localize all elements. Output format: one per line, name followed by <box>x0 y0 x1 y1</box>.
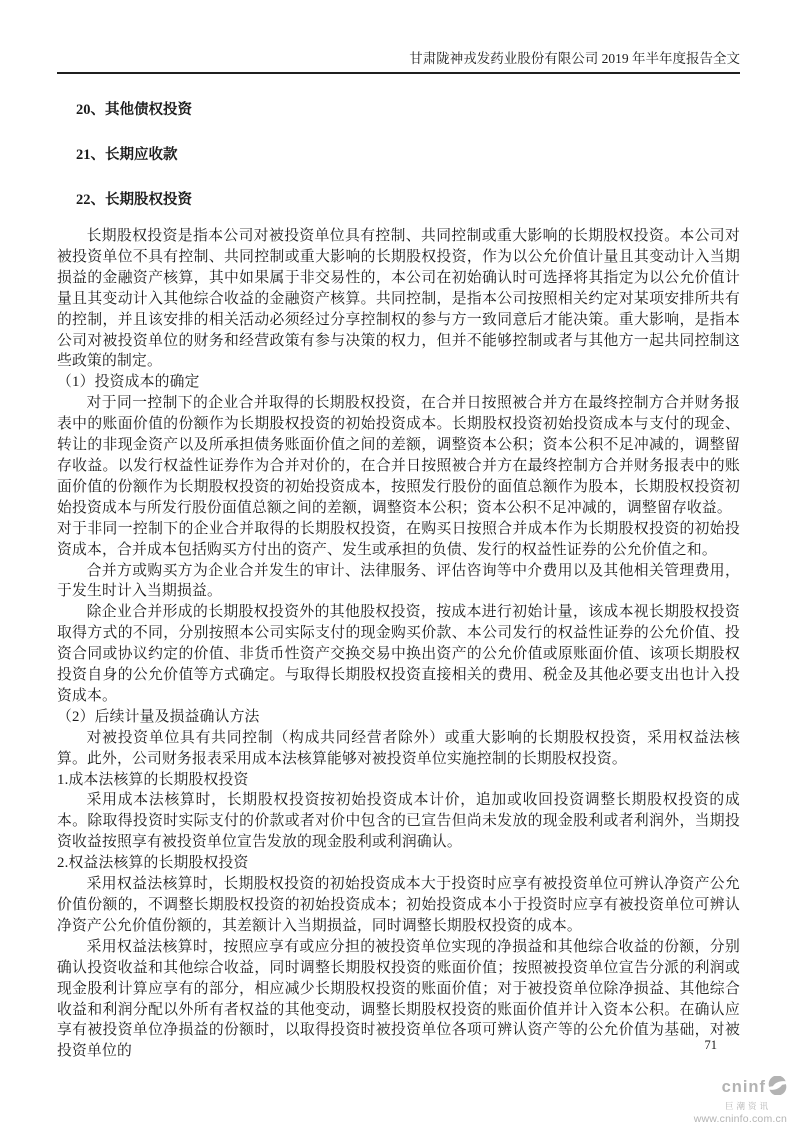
paragraph: 长期股权投资是指本公司对被投资单位具有控制、共同控制或重大影响的长期股权投资。本公司对被投资单位不具有控制、共同控制或重大影响的长期股权投资，作为以公允价值计量且其变动计入当期损益的金融资产核算，其中如果属于非交易性的，本公司在初始确认时可选择将其指定为以公允价值计量且其变动计入其他综合收益的金融资产核算。共同控制，是指本公司按照相关约定对某项安排所共有的控制，并且该安排的相关活动必须经过分享控制权的参与方一致同意后才能决策。重大影响，是指本公司对被投资单位的财务和经营政策有参与决策的权力，但并不能够控制或者与其他方一起共同控制这些政策的制定。 <box>57 228 740 370</box>
body-text <box>57 226 740 1062</box>
cninfo-url: www.cninfo.com.cn <box>693 1112 787 1125</box>
page-header <box>57 50 740 67</box>
cninfo-logo-top <box>694 1076 787 1099</box>
section-heading-22: 22、长期股权投资 <box>76 192 192 208</box>
cninfo-caption: 巨潮资讯 <box>724 1101 771 1111</box>
paragraph: 对于非同一控制下的企业合并取得的长期股权投资，在购买日按照合并成本作为长期股权投资的初始投资成本，合并成本包括购买方付出的资产、发生或承担的负债、发行的权益性证券的公允价值之和。 <box>57 520 740 558</box>
cninfo-brand-text: cninf <box>721 1078 766 1097</box>
paragraph: （2）后续计量及损益确认方法 <box>57 708 260 725</box>
paragraph: 合并方或购买方为企业合并发生的审计、法律服务、评估咨询等中介费用以及其他相关管理费用，于发生时计入当期损益。 <box>57 562 740 600</box>
paragraph: 采用成本法核算时，长期股权投资按初始投资成本计价，追加或收回投资调整长期股权投资的成本。除取得投资时实际支付的价款或者对价中包含的已宣告但尚未发放的现金股利或者利润外，当期投资收益按照享有被投资单位宣告发放的现金股利或利润确认。 <box>57 792 740 851</box>
header-title: 甘肃陇神戎发药业股份有限公司 2019 年半年度报告全文 <box>409 51 740 66</box>
page-number: 71 <box>704 1038 717 1052</box>
paragraph: 1.成本法核算的长期股权投资 <box>57 771 249 788</box>
paragraph: 对被投资单位具有共同控制（构成共同经营者除外）或重大影响的长期股权投资，采用权益法核算。此外，公司财务报表采用成本法核算能够对被投资单位实施控制的长期股权投资。 <box>57 729 740 767</box>
paragraph: 采用权益法核算时，按照应享有或应分担的被投资单位实现的净损益和其他综合收益的份额，分别确认投资收益和其他综合收益，同时调整长期股权投资的账面价值；按照被投资单位宣告分派的利润或现金股利计算应享有的部分，相应减少长期股权投资的账面价值；对于被投资单位除净损益、其他综合收益和利润分配以外所有者权益的其他变动，调整长期股权投资的账面价值并计入资本公积。在确认应享有被投资单位净损益的份额时，以取得投资时被投资单位各项可辨认资产等的公允价值为基础，对被投资单位的 <box>57 938 740 1060</box>
paragraph: 2.权益法核算的长期股权投资 <box>57 855 249 872</box>
paragraph: 除企业合并形成的长期股权投资外的其他股权投资，按成本进行初始计量，该成本视长期股权投资取得方式的不同，分别按照本公司实际支付的现金购买价款、本公司发行的权益性证券的公允价值、投资合同或协议约定的价值、非货币性资产交换交易中换出资产的公允价值或原账面价值、该项长期股权投资自身的公允价值等方式确定。与取得长期股权投资直接相关的费用、税金及其他必要支出也计入投资成本。 <box>57 604 740 704</box>
paragraph: 采用权益法核算时，长期股权投资的初始投资成本大于投资时应享有被投资单位可辨认净资产公允价值份额的，不调整长期股权投资的初始投资成本；初始投资成本小于投资时应享有被投资单位可辨认净资产公允价值份额的，其差额计入当期损益，同时调整长期股权投资的成本。 <box>57 876 740 934</box>
section-heading-20: 20、其他债权投资 <box>76 102 192 118</box>
cninfo-swirl-icon <box>768 1076 787 1099</box>
paragraph: 对于同一控制下的企业合并取得的长期股权投资，在合并日按照被合并方在最终控制方合并财务报表中的账面价值的份额作为长期股权投资的初始投资成本。长期股权投资初始投资成本与支付的现金、转让的非现金资产以及所承担债务账面价值之间的差额，调整资本公积；资本公积不足冲减的，调整留存收益。以发行权益性证券作为合并对价的，在合并日按照被合并方在最终控制方合并财务报表中的账面价值的份额作为长期股权投资的初始投资成本，按照发行股份的面值总额作为股本，长期股权投资初始投资成本与所发行股份面值总额之间的差额，调整资本公积；资本公积不足冲减的，调整留存收益。 <box>57 395 740 516</box>
cninfo-logo <box>694 1076 787 1124</box>
paragraph: （1）投资成本的确定 <box>57 374 200 391</box>
section-heading-21: 21、长期应收款 <box>76 147 178 163</box>
header-rule <box>57 72 740 74</box>
